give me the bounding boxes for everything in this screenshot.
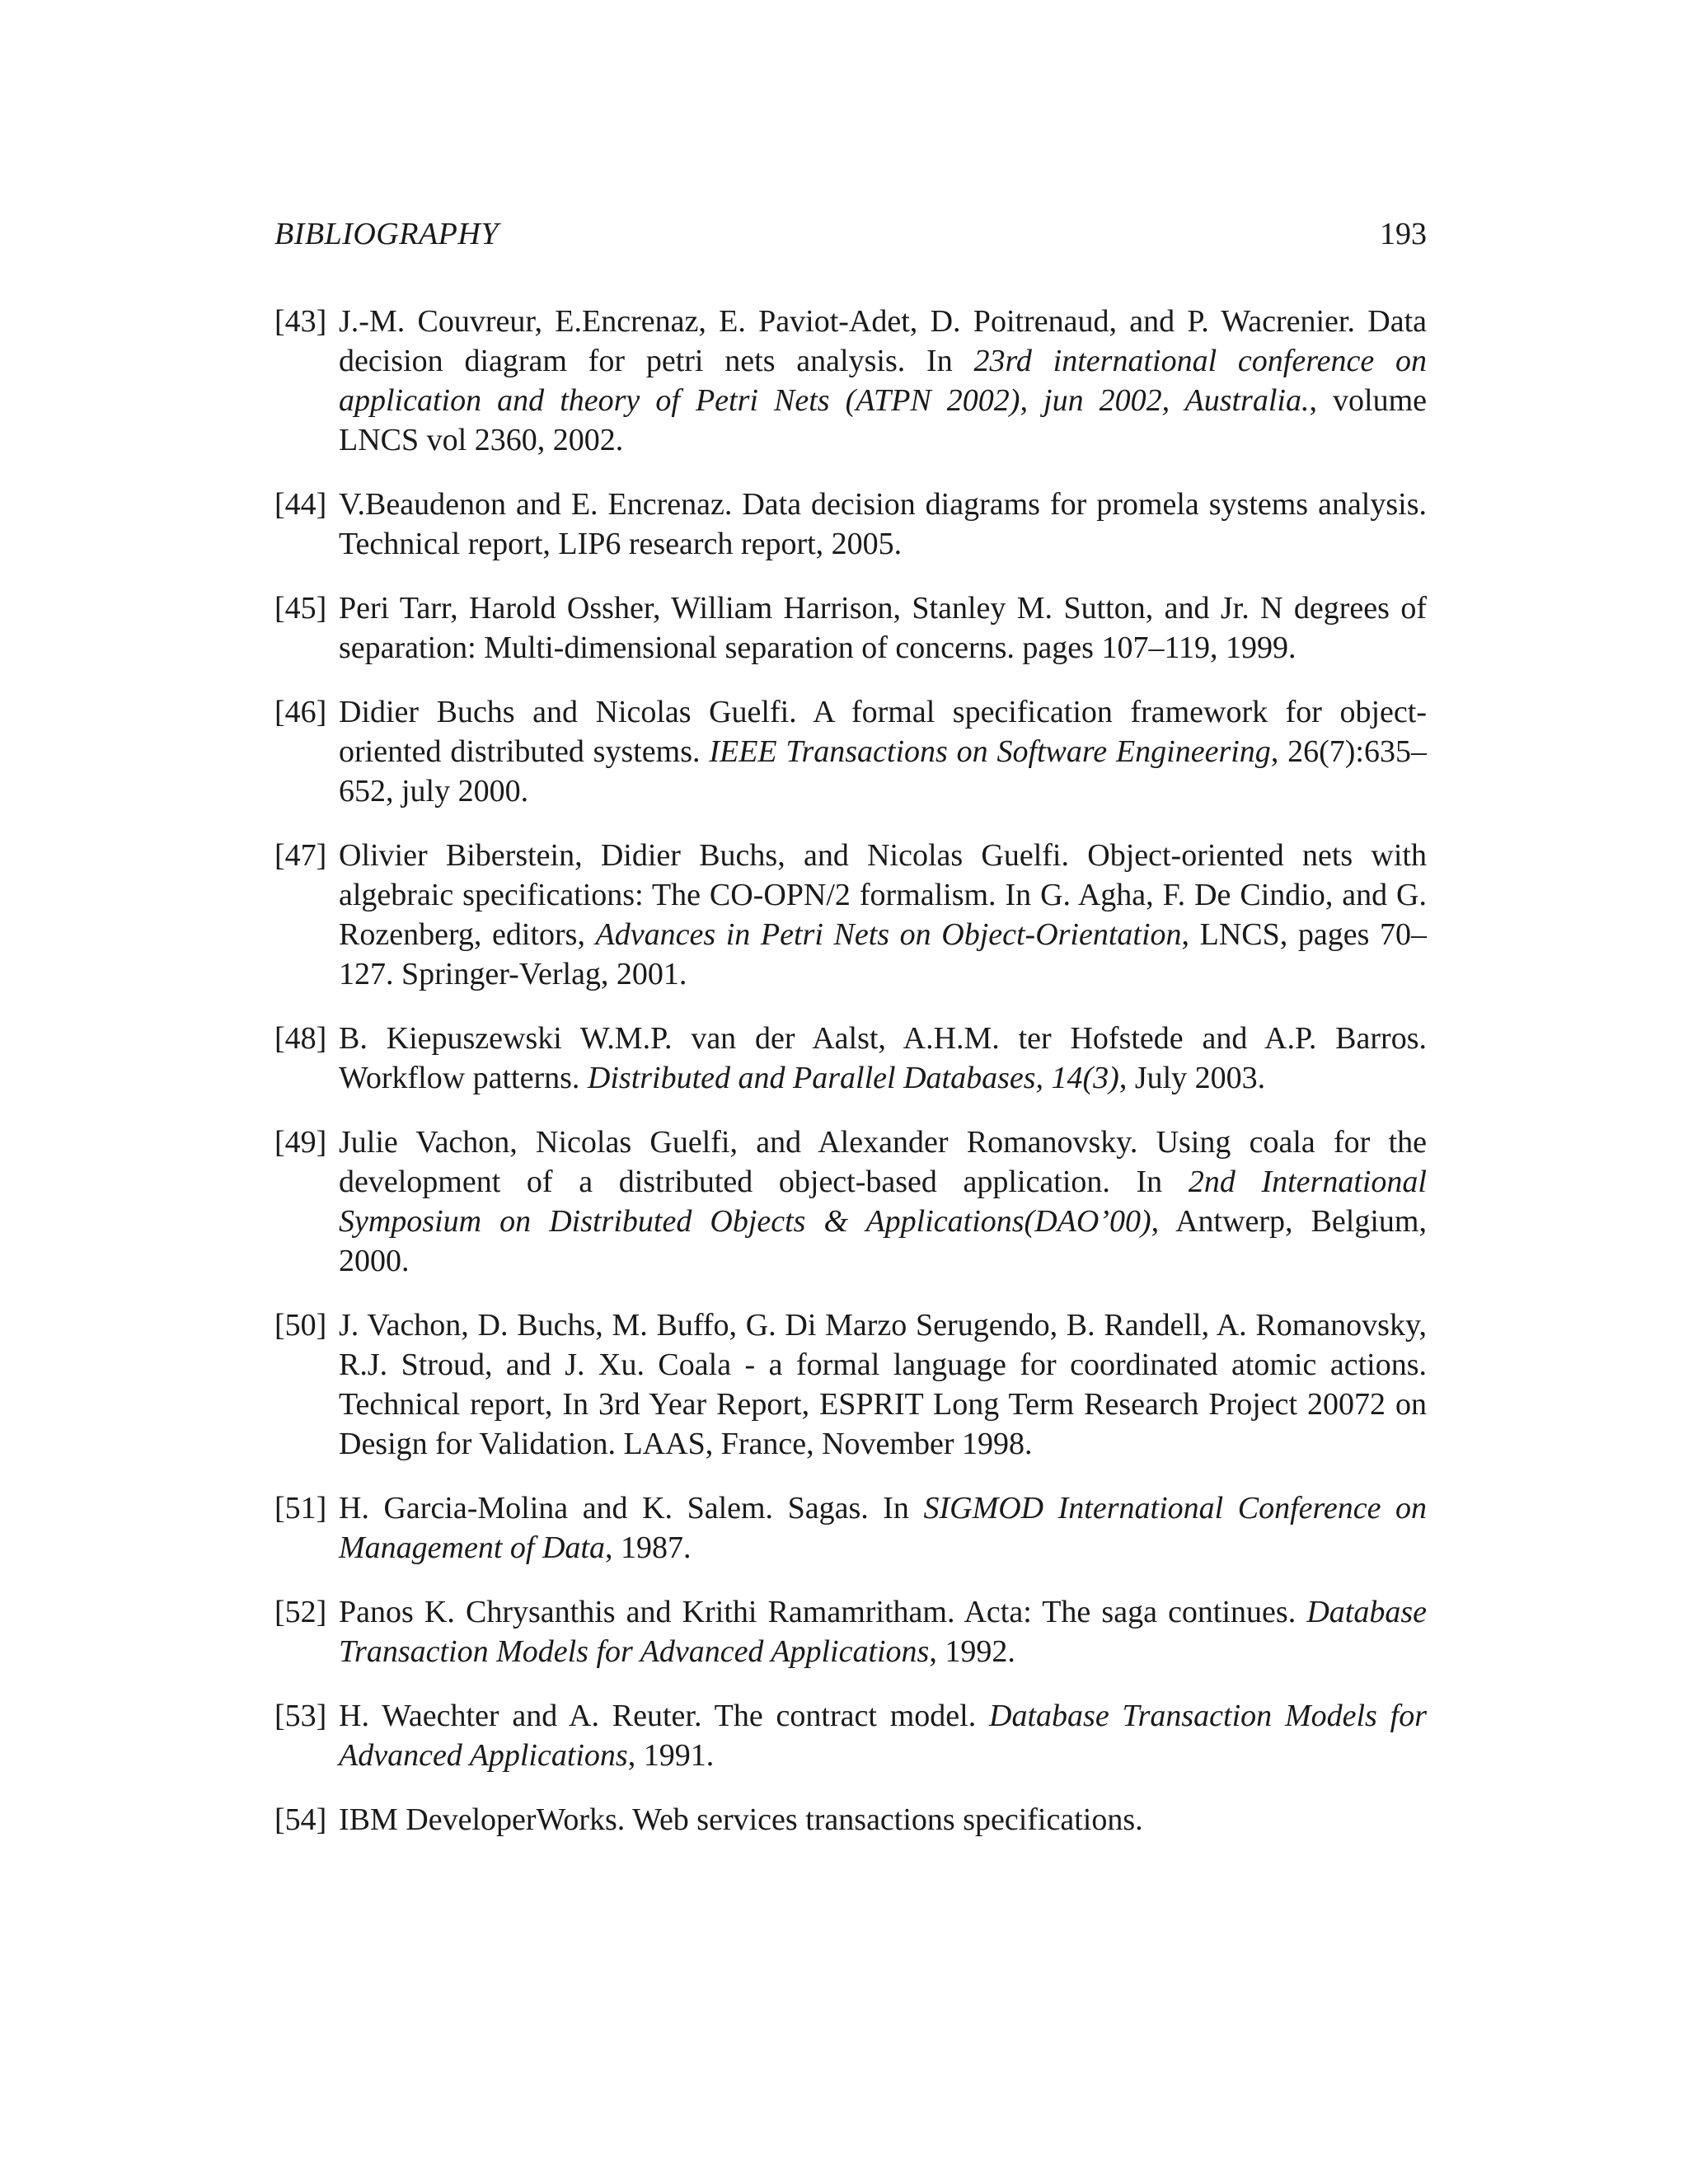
entry-text — [339, 692, 1427, 811]
entry-text-plain: Julie Vachon, Nicolas Guelfi, and Alexander Romanovsky. Using coala for the development of a distributed object-based application. In — [339, 1125, 1427, 1199]
entry-number: [53] — [274, 1699, 327, 1733]
entry-text-italic: Database Transaction Models for Advanced Applications — [339, 1595, 1427, 1669]
entry-text-italic: 23rd international conference on application and theory of Petri Nets (ATPN 2002), jun 2002, Australia. — [339, 344, 1427, 418]
entry-number: [49] — [274, 1125, 327, 1160]
entry-text-plain: J. Vachon, D. Buchs, M. Buffo, G. Di Marzo Serugendo, B. Randell, A. Romanovsky, R.J. Stroud, and J. Xu. Coala - a formal language for coordinated atomic actions. Technical report, In 3rd Year Report, ESPRIT Long Term Research Project 20072 on Design for Validation. LAAS, France, November 1998. — [339, 1308, 1427, 1461]
entry-text-plain: , Antwerp, Belgium, 2000. — [339, 1204, 1427, 1278]
entry-text — [339, 485, 1427, 564]
entry-number: [51] — [274, 1491, 327, 1526]
bib-entry-43 — [274, 302, 1427, 460]
entry-number: [46] — [274, 695, 327, 729]
entry-number: [47] — [274, 838, 327, 873]
entry-text-plain: IBM DeveloperWorks. Web services transactions specifications. — [339, 1802, 1143, 1837]
entry-text-italic: Advances in Petri Nets on Object-Orientation — [595, 917, 1182, 952]
entry-text — [339, 1019, 1427, 1098]
entry-text-italic: Database Transaction Models for Advanced Applications — [339, 1699, 1427, 1773]
bib-entry-52 — [274, 1592, 1427, 1671]
entry-text-plain: Peri Tarr, Harold Ossher, William Harrison, Stanley M. Sutton, and Jr. N degrees of separation: Multi-dimensional separation of concerns. pages 107–119, 1999. — [339, 591, 1427, 665]
running-header — [274, 211, 1427, 257]
entry-text — [339, 588, 1427, 668]
entry-text-plain: , 1992. — [929, 1634, 1015, 1669]
entry-text — [339, 1800, 1427, 1840]
bib-entry-51 — [274, 1488, 1427, 1568]
entry-text-plain: , 1987. — [604, 1530, 692, 1565]
entry-text-plain: J.-M. Couvreur, E.Encrenaz, E. Paviot-Adet, D. Poitrenaud, and P. Wacrenier. Data decision diagram for petri nets analysis. In — [339, 304, 1427, 378]
entry-text — [339, 1696, 1427, 1775]
entry-text-plain: H. Garcia-Molina and K. Salem. Sagas. In — [339, 1491, 924, 1526]
entry-text-plain: H. Waechter and A. Reuter. The contract model. — [339, 1699, 990, 1733]
entry-text-plain: Olivier Biberstein, Didier Buchs, and Nicolas Guelfi. Object-oriented nets with algebraic specifications: The CO-OPN/2 formalism. In G. Agha, F. De Cindio, and G. Rozenberg, editors, — [339, 838, 1427, 952]
entry-number: [50] — [274, 1308, 327, 1343]
entry-text-plain: , July 2003. — [1118, 1061, 1266, 1095]
chapter-title: BIBLIOGRAPHY — [274, 217, 499, 251]
entry-text — [339, 836, 1427, 994]
bib-entry-44 — [274, 485, 1427, 564]
entry-text-plain: , 26(7):635–652, july 2000. — [339, 734, 1427, 808]
page-number: 193 — [1380, 217, 1427, 251]
bib-entry-54 — [274, 1800, 1427, 1840]
entry-text-plain: , volume LNCS vol 2360, 2002. — [339, 383, 1428, 457]
bib-entry-49 — [274, 1122, 1427, 1281]
bibliography-list — [274, 302, 1427, 1864]
entry-text-italic: SIGMOD International Conference on Management of Data — [339, 1491, 1428, 1565]
entry-number: [43] — [274, 304, 327, 339]
entry-text — [339, 1488, 1427, 1568]
entry-text-plain: , LNCS, pages 70–127. Springer-Verlag, 2001. — [339, 917, 1427, 991]
entry-number: [52] — [274, 1595, 327, 1629]
entry-text-italic: Distributed and Parallel Databases, 14(3) — [587, 1061, 1119, 1095]
bib-entry-48 — [274, 1019, 1427, 1098]
entry-text-italic: IEEE Transactions on Software Engineering — [709, 734, 1271, 769]
entry-text — [339, 1122, 1427, 1281]
entry-text — [339, 1305, 1427, 1464]
entry-number: [44] — [274, 487, 327, 522]
bib-entry-47 — [274, 836, 1427, 994]
bib-entry-46 — [274, 692, 1427, 811]
entry-text-plain: , 1991. — [627, 1738, 715, 1773]
entry-text-plain: Panos K. Chrysanthis and Krithi Ramamritham. Acta: The saga continues. — [339, 1595, 1307, 1629]
entry-number: [45] — [274, 591, 327, 626]
entry-text-plain: V.Beaudenon and E. Encrenaz. Data decision diagrams for promela systems analysis. Technical report, LIP6 research report, 2005. — [339, 487, 1427, 561]
document-page — [274, 0, 1427, 2184]
bib-entry-50 — [274, 1305, 1427, 1464]
entry-text-plain: B. Kiepuszewski W.M.P. van der Aalst, A.H.M. ter Hofstede and A.P. Barros. Workflow patterns. — [339, 1021, 1427, 1095]
entry-number: [54] — [274, 1802, 327, 1837]
entry-text-plain: Didier Buchs and Nicolas Guelfi. A formal specification framework for object-oriented distributed systems. — [339, 695, 1427, 769]
entry-text — [339, 1592, 1427, 1671]
bib-entry-53 — [274, 1696, 1427, 1775]
entry-text — [339, 302, 1427, 460]
bib-entry-45 — [274, 588, 1427, 668]
entry-number: [48] — [274, 1021, 327, 1056]
entry-text-italic: 2nd International Symposium on Distributed Objects & Applications(DAO’00) — [339, 1165, 1427, 1239]
